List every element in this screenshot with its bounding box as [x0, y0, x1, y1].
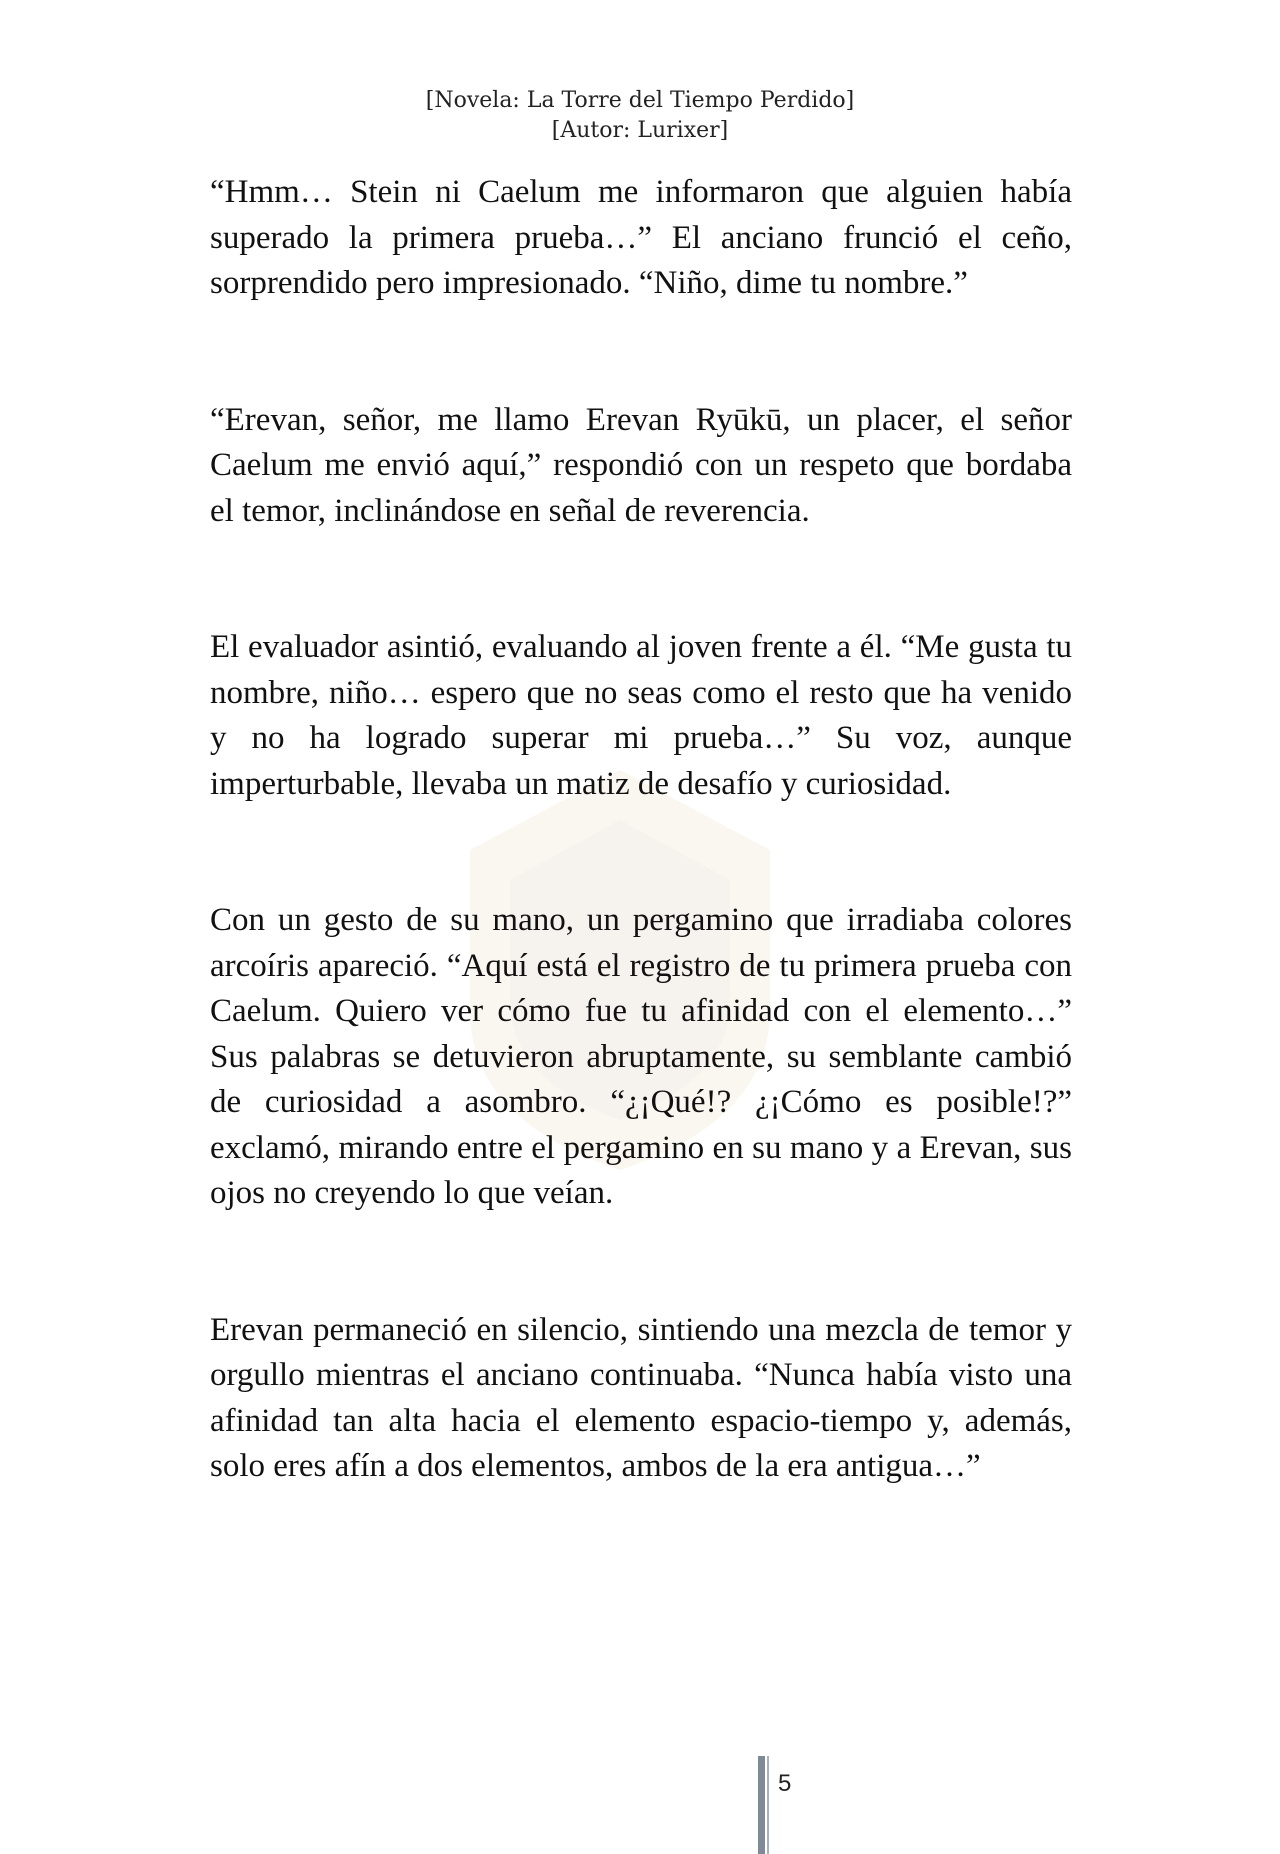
paragraph-4: Con un gesto de su mano, un pergamino que irradiaba colores arcoíris apareció. “Aquí está el registro de tu primera prueba con Caelum. Quiero ver cómo fue tu afinidad con el elemento…” Sus palabras se detuvieron abruptamente, su semblante cambió de curiosidad a asombro. “¿¡Qué!? ¿¡Cómo es posible!?” exclamó, mirando entre el pergamino en su mano y a Erevan, sus ojos no creyendo lo que veían. — [210, 902, 1072, 1211]
header-author: [Autor: Lurixer] — [551, 118, 729, 143]
page-number: 5 — [778, 1770, 792, 1797]
page-footer — [758, 1756, 838, 1854]
paragraph-5: Erevan permaneció en silencio, sintiendo una mezcla de temor y orgullo mientras el anciano continuaba. “Nunca había visto una afinidad tan alta hacia el elemento espacio-tiempo y, además, solo eres afín a dos elementos, ambos de la era antigua…” — [210, 1311, 1072, 1484]
header-novel-title: [Novela: La Torre del Tiempo Perdido] — [425, 88, 855, 113]
running-header — [0, 86, 1280, 146]
chapter-body — [210, 170, 1072, 1490]
footer-divider-line — [767, 1756, 769, 1854]
paragraph-1: “Hmm… Stein ni Caelum me informaron que alguien había superado la primera prueba…” El anciano frunció el ceño, sorprendido pero impresionado. “Niño, dime tu nombre.” — [210, 174, 1072, 301]
footer-divider-bar — [758, 1756, 765, 1854]
paragraph-3: El evaluador asintió, evaluando al joven frente a él. “Me gusta tu nombre, niño… espero que no seas como el resto que ha venido y no ha logrado superar mi prueba…” Su voz, aunque imperturbable, llevaba un matiz de desafío y curiosidad. — [210, 629, 1072, 802]
paragraph-2: “Erevan, señor, me llamo Erevan Ryūkū, un placer, el señor Caelum me envió aquí,” respondió con un respeto que bordaba el temor, inclinándose en señal de reverencia. — [210, 401, 1072, 529]
